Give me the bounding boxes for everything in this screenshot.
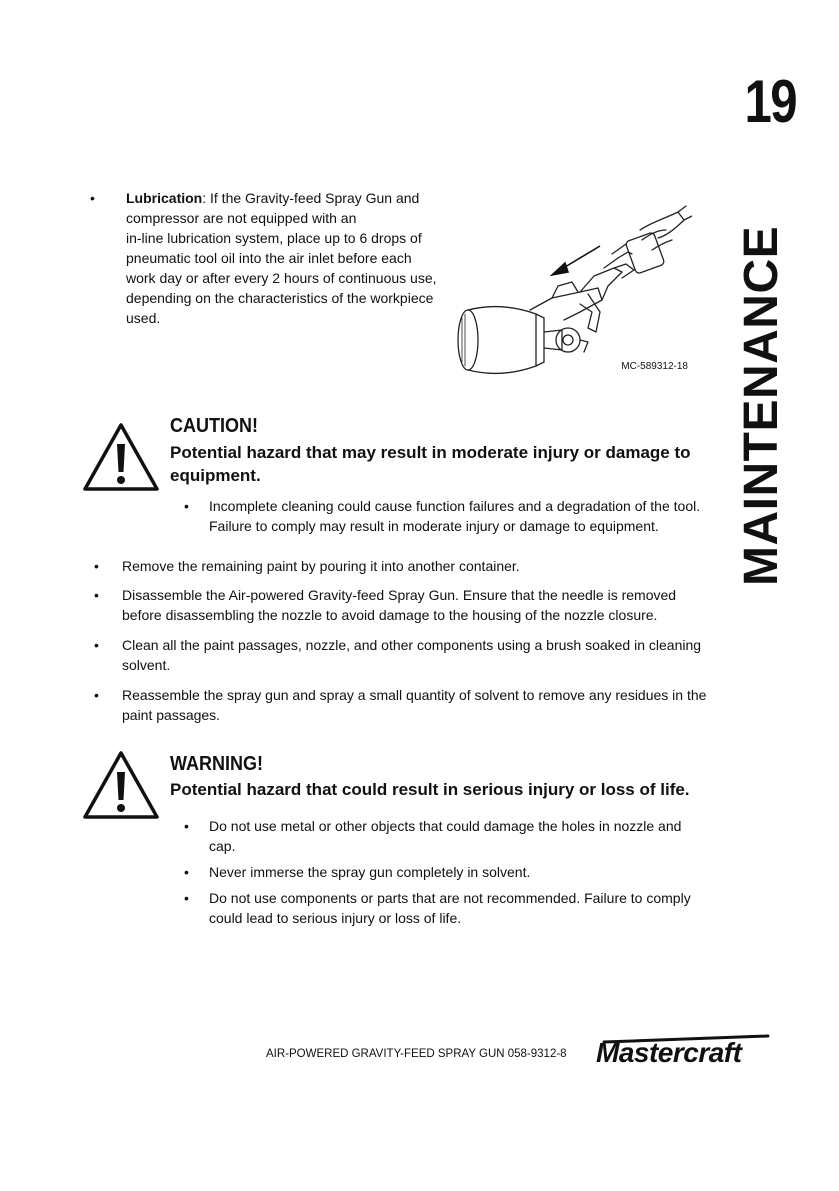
bullet-icon: •	[94, 637, 99, 653]
bullet-icon: •	[184, 498, 189, 514]
caution-title: CAUTION!	[170, 415, 258, 437]
warning-subtitle: Potential hazard that could result in serious injury or loss of life.	[170, 780, 690, 799]
brand-name: Mastercraft	[596, 1037, 742, 1068]
bullet-icon: •	[90, 190, 95, 206]
spray-gun-lubrication-illustration	[452, 200, 692, 378]
bullet-icon: •	[184, 890, 189, 906]
bullet-icon: •	[94, 587, 99, 603]
warning-item: Do not use metal or other objects that could damage the holes in nozzle and cap.	[209, 818, 682, 854]
step-item: Clean all the paint passages, nozzle, and other components using a brush soaked in cleaning solvent.	[122, 637, 702, 673]
caution-item: Incomplete cleaning could cause function failures and a degradation of the tool. Failure to comply may result in moderate injury or damage to equipment.	[209, 498, 701, 534]
section-title: MAINTENANCE	[735, 225, 788, 586]
brand-logo	[596, 1034, 776, 1070]
bullet-icon: •	[94, 558, 99, 574]
step-item: Remove the remaining paint by pouring it into another container.	[122, 558, 520, 574]
footer-product: AIR-POWERED GRAVITY-FEED SPRAY GUN 058-9312-8	[266, 1048, 567, 1060]
warning-triangle-icon	[82, 750, 160, 820]
figure-caption: MC-589312-18	[621, 361, 688, 372]
step-item: Disassemble the Air-powered Gravity-feed Spray Gun. Ensure that the needle is removed before disassembling the nozzle to avoid damage to the housing of the nozzle closure.	[122, 587, 677, 623]
lubrication-text: Lubrication: If the Gravity-feed Spray Gun and compressor are not equipped with an in-line lubrication system, place up to 6 drops of pneumatic tool oil into the air inlet before each work day or after every 2 hours of continuous use, depending on the characteristics of the workpiece used.	[126, 190, 437, 326]
bullet-icon: •	[184, 864, 189, 880]
bullet-icon: •	[94, 687, 99, 703]
lubrication-label: Lubrication	[126, 190, 203, 206]
bullet-icon: •	[184, 818, 189, 834]
warning-item: Never immerse the spray gun completely in solvent.	[209, 864, 531, 880]
warning-item: Do not use components or parts that are not recommended. Failure to comply could lead to serious injury or loss of life.	[209, 890, 691, 926]
caution-subtitle: Potential hazard that may result in moderate injury or damage to equipment.	[170, 443, 691, 485]
step-item: Reassemble the spray gun and spray a small quantity of solvent to remove any residues in the paint passages.	[122, 687, 707, 723]
page-number: 19	[744, 68, 796, 135]
warning-title: WARNING!	[170, 753, 263, 775]
warning-triangle-icon	[82, 422, 160, 492]
